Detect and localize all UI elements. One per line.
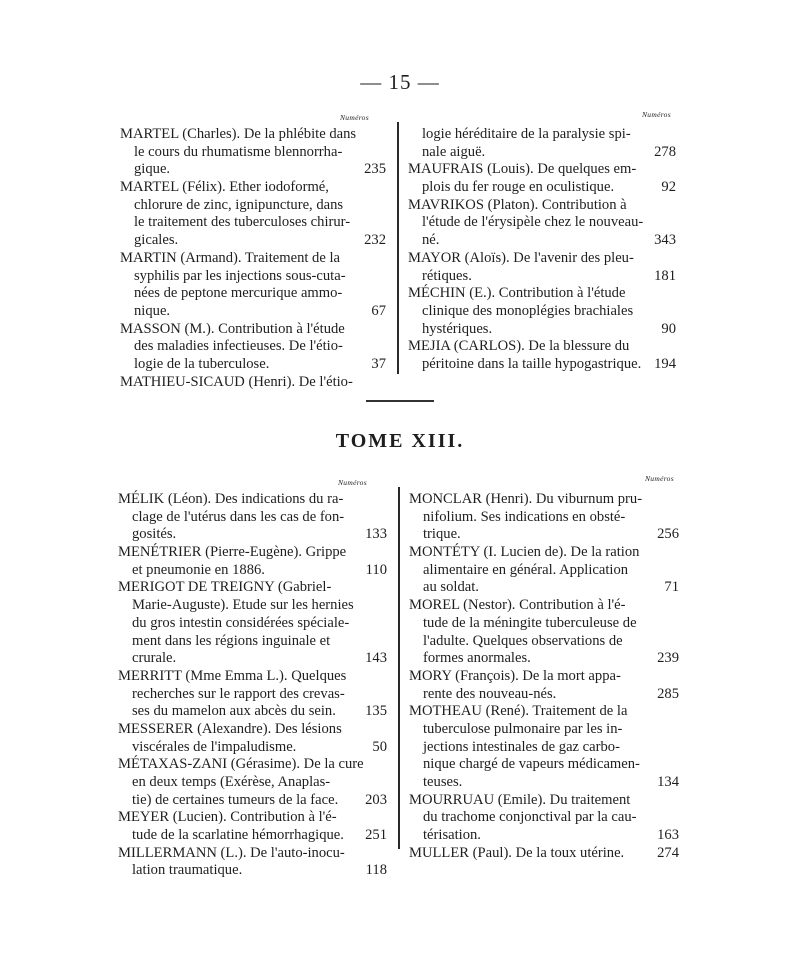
- index-text: syphilis par les injections sous-cuta-: [134, 267, 346, 284]
- index-text: formes anormales.: [423, 650, 531, 667]
- index-line: [118, 562, 387, 580]
- page-reference-number: 278: [654, 143, 676, 160]
- index-text: trique.: [423, 526, 461, 543]
- index-text: teuses.: [423, 774, 463, 790]
- tome-title: TOME XIII.: [335, 430, 465, 452]
- index-line: [408, 356, 676, 374]
- index-text: MOTHEAU (René). Traitement de la: [409, 703, 628, 720]
- index-text: tude de la scarlatine hémorrhagique.: [132, 827, 344, 844]
- index-text: MÉTAXAS-ZANI (Gérasime). De la cure: [118, 756, 364, 773]
- index-line: [408, 197, 676, 215]
- index-text: MOREL (Nestor). Contribution à l'é-: [409, 597, 626, 614]
- index-line: [408, 161, 676, 179]
- index-line: [409, 809, 679, 827]
- numeros-header-left-1: Numéros: [340, 113, 369, 122]
- index-line: [120, 197, 386, 215]
- index-text: Marie-Auguste). Etude sur les hernies: [132, 597, 354, 614]
- index-text: MARTIN (Armand). Traitement de la: [120, 249, 341, 266]
- index-line: [118, 597, 387, 615]
- section1-left-column: [120, 126, 386, 391]
- index-line: [408, 321, 676, 339]
- index-line: [118, 615, 387, 633]
- index-line: [120, 321, 386, 339]
- page-reference-number: 37: [371, 355, 386, 372]
- page-reference-number: 239: [657, 650, 679, 667]
- index-line: [120, 232, 386, 250]
- index-line: [408, 285, 676, 303]
- index-text: nifolium. Ses indications en obsté-: [423, 508, 626, 525]
- index-text: en deux temps (Exérèse, Anaplas-: [132, 774, 331, 790]
- index-line: [409, 739, 679, 757]
- page-reference-number: 256: [657, 526, 679, 543]
- index-line: [409, 544, 679, 562]
- index-text: tude de la méningite tuberculeuse de: [423, 614, 637, 631]
- index-line: [120, 356, 386, 374]
- index-text: du gros intestin considérées spéciale-: [132, 614, 350, 631]
- index-text: MAVRIKOS (Platon). Contribution à: [408, 196, 627, 213]
- index-line: [409, 721, 679, 739]
- index-line: [118, 650, 387, 668]
- page-reference-number: 133: [365, 526, 387, 543]
- index-line: [118, 756, 387, 774]
- section2-right-column: [409, 491, 679, 862]
- index-line: [118, 491, 387, 509]
- page-reference-number: 71: [664, 579, 679, 596]
- page-reference-number: 143: [365, 650, 387, 667]
- index-line: [409, 526, 679, 544]
- index-line: [118, 739, 387, 757]
- index-text: gicales.: [134, 232, 179, 249]
- index-line: [120, 285, 386, 303]
- index-line: [408, 144, 676, 162]
- index-line: [409, 756, 679, 774]
- index-text: MERRITT (Mme Emma L.). Quelques: [118, 667, 347, 684]
- index-line: [409, 650, 679, 668]
- numeros-header-right-2: Numéros: [645, 474, 674, 483]
- index-text: MAUFRAIS (Louis). De quelques em-: [408, 161, 637, 178]
- index-text: crurale.: [132, 650, 177, 667]
- index-text: MONCLAR (Henri). Du viburnum pru-: [409, 491, 643, 507]
- index-line: [408, 268, 676, 286]
- index-text: ment dans les régions inguinale et: [132, 632, 331, 649]
- index-text: l'adulte. Quelques observations de: [423, 632, 623, 649]
- index-text: MONTÉTY (I. Lucien de). De la ration: [409, 544, 640, 561]
- index-text: MENÉTRIER (Pierre-Eugène). Grippe: [118, 544, 347, 561]
- index-line: [118, 827, 387, 845]
- index-text: MOURRUAU (Emile). Du traitement: [409, 791, 631, 808]
- index-text: le traitement des tuberculoses chirur-: [134, 214, 351, 231]
- index-text: alimentaire en général. Application: [423, 561, 629, 578]
- page-reference-number: 134: [657, 774, 679, 790]
- index-text: le cours du rhumatisme blennorrha-: [134, 143, 343, 160]
- index-text: térisation.: [423, 827, 481, 844]
- index-line: [118, 774, 387, 792]
- index-line: [120, 161, 386, 179]
- index-line: [408, 179, 676, 197]
- index-line: [118, 862, 387, 880]
- index-line: [409, 845, 679, 863]
- index-text: clage de l'utérus dans les cas de fon-: [132, 508, 345, 525]
- section2-left-column: [118, 491, 387, 880]
- index-text: MÉCHIN (E.). Contribution à l'étude: [408, 285, 626, 302]
- index-text: nées de peptone mercurique ammo-: [134, 285, 343, 302]
- index-text: l'étude de l'érysipèle chez le nouveau-: [422, 214, 644, 231]
- index-line: [120, 338, 386, 356]
- index-line: [409, 615, 679, 633]
- index-line: [120, 126, 386, 144]
- index-text: rente des nouveau-nés.: [423, 685, 557, 702]
- page-reference-number: 110: [365, 561, 387, 578]
- index-line: [118, 686, 387, 704]
- page-reference-number: 203: [365, 791, 387, 808]
- index-text: viscérales de l'impaludisme.: [132, 738, 297, 755]
- index-line: [409, 703, 679, 721]
- index-line: [408, 338, 676, 356]
- index-line: [408, 303, 676, 321]
- page-reference-number: 343: [654, 232, 676, 249]
- numeros-header-right-1: Numéros: [642, 110, 671, 119]
- index-text: MERIGOT DE TREIGNY (Gabriel-: [118, 579, 332, 596]
- index-text: né.: [422, 232, 440, 249]
- index-text: MAYOR (Aloïs). De l'avenir des pleu-: [408, 249, 634, 266]
- index-text: nique.: [134, 302, 171, 319]
- index-text: logie de la tuberculose.: [134, 355, 270, 372]
- index-text: jections intestinales de gaz carbo-: [423, 738, 620, 755]
- index-line: [409, 491, 679, 509]
- page-reference-number: 90: [661, 320, 676, 337]
- column-divider-1: [397, 122, 399, 374]
- index-line: [409, 579, 679, 597]
- index-text: MORY (François). De la mort appa-: [409, 667, 621, 684]
- page-reference-number: 92: [661, 179, 676, 196]
- index-line: [118, 792, 387, 810]
- index-line: [409, 597, 679, 615]
- index-text: au soldat.: [423, 579, 479, 596]
- index-text: nique chargé de vapeurs médicamen-: [423, 756, 640, 773]
- index-line: [118, 526, 387, 544]
- index-text: tuberculose pulmonaire par les in-: [423, 720, 623, 737]
- index-text: des maladies infectieuses. De l'étio-: [134, 338, 343, 355]
- index-line: [118, 845, 387, 863]
- page-reference-number: 251: [365, 827, 387, 844]
- index-text: MESSERER (Alexandre). Des lésions: [118, 720, 342, 737]
- index-text: MILLERMANN (L.). De l'auto-inocu-: [118, 844, 345, 861]
- section1-right-column: [408, 126, 676, 374]
- index-text: ses du mamelon aux abcès du sein.: [132, 703, 336, 720]
- index-line: [118, 544, 387, 562]
- index-line: [409, 774, 679, 792]
- page-reference-number: 118: [365, 862, 387, 879]
- index-line: [118, 703, 387, 721]
- index-line: [120, 374, 386, 392]
- index-line: [120, 303, 386, 321]
- index-line: [409, 668, 679, 686]
- index-text: gosités.: [132, 526, 177, 543]
- index-text: péritoine dans la taille hypogastrique.: [422, 355, 642, 372]
- index-line: [120, 268, 386, 286]
- page-reference-number: 194: [654, 355, 676, 372]
- page-reference-number: 181: [654, 267, 676, 284]
- index-text: clinique des monoplégies brachiales: [422, 302, 634, 319]
- index-text: et pneumonie en 1886.: [132, 561, 265, 578]
- page-reference-number: 135: [365, 703, 387, 720]
- index-text: logie héréditaire de la paralysie spi-: [422, 126, 631, 142]
- index-text: gique.: [134, 161, 171, 178]
- index-line: [408, 126, 676, 144]
- index-line: [408, 250, 676, 268]
- index-line: [408, 232, 676, 250]
- page-reference-number: 232: [364, 232, 386, 249]
- index-text: MEYER (Lucien). Contribution à l'é-: [118, 809, 337, 826]
- index-text: MÉLIK (Léon). Des indications du ra-: [118, 491, 344, 507]
- page-reference-number: 274: [657, 844, 679, 861]
- index-text: MARTEL (Félix). Ether iodoformé,: [120, 179, 329, 196]
- numeros-header-left-2: Numéros: [338, 478, 367, 487]
- index-text: recherches sur le rapport des crevas-: [132, 685, 345, 702]
- page-reference-number: 163: [657, 827, 679, 844]
- index-line: [409, 827, 679, 845]
- index-line: [118, 809, 387, 827]
- index-line: [118, 721, 387, 739]
- index-text: hystériques.: [422, 320, 493, 337]
- page-reference-number: 67: [371, 302, 386, 319]
- index-line: [409, 633, 679, 651]
- index-text: rétiques.: [422, 267, 472, 284]
- index-text: MARTEL (Charles). De la phlébite dans: [120, 126, 357, 142]
- index-line: [409, 792, 679, 810]
- index-line: [118, 579, 387, 597]
- index-line: [118, 668, 387, 686]
- index-line: [118, 633, 387, 651]
- index-line: [118, 509, 387, 527]
- index-line: [120, 214, 386, 232]
- index-text: MEJIA (CARLOS). De la blessure du: [408, 338, 630, 355]
- index-line: [409, 562, 679, 580]
- index-text: MULLER (Paul). De la toux utérine.: [409, 844, 625, 861]
- section-separator: [366, 400, 434, 402]
- index-line: [409, 509, 679, 527]
- column-divider-2: [398, 487, 400, 849]
- index-text: MATHIEU-SICAUD (Henri). De l'étio-: [120, 373, 353, 390]
- index-line: [120, 250, 386, 268]
- index-text: nale aiguë.: [422, 143, 486, 160]
- page-reference-number: 50: [372, 738, 387, 755]
- index-text: tie) de certaines tumeurs de la face.: [132, 791, 339, 808]
- index-text: MASSON (M.). Contribution à l'étude: [120, 320, 345, 337]
- index-line: [120, 179, 386, 197]
- page-number: — 15 —: [360, 70, 440, 94]
- index-line: [409, 686, 679, 704]
- page-reference-number: 235: [364, 161, 386, 178]
- index-text: du trachome conjonctival par la cau-: [423, 809, 637, 826]
- index-line: [120, 144, 386, 162]
- page-reference-number: 285: [657, 685, 679, 702]
- index-text: lation traumatique.: [132, 862, 243, 879]
- index-text: plois du fer rouge en oculistique.: [422, 179, 615, 196]
- index-text: chlorure de zinc, ignipuncture, dans: [134, 196, 344, 213]
- index-line: [408, 214, 676, 232]
